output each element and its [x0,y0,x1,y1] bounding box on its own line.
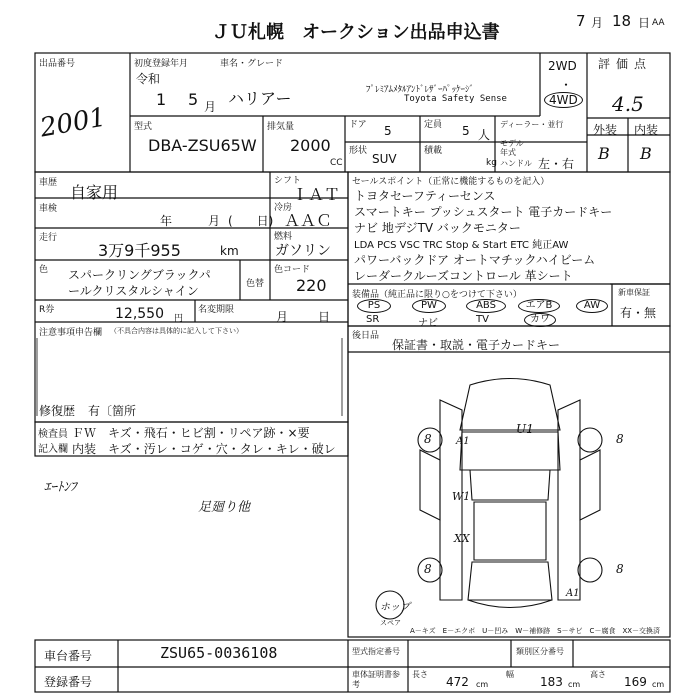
inspector-label-2: 記入欄 [38,444,68,455]
doors-value: 5 [384,124,392,138]
date-day: 18 [612,12,632,30]
selling-point-5: パワーバックドア オートマチックハイビーム [354,253,596,267]
equip-ps: PS [357,299,391,313]
exterior-label: 外装 [593,123,618,137]
spare-label: スペア [380,619,401,627]
mark-rear-right: 8 [616,562,624,576]
deadline-month-unit: 月 [276,310,289,324]
equip-leather: カワ [524,313,556,327]
type-label: 型式 [134,122,153,132]
selling-points-label: セールスポイント（正常に機能するものを記入） [352,177,550,187]
selling-point-4: LDA PCS VSC TRC Stop & Start ETC 純正AW [354,240,569,251]
car-diagram [376,379,602,620]
reg-no-label: 登録番号 [44,675,93,689]
load-label: 積載 [424,146,443,156]
color-code-value: 220 [296,276,327,295]
registration-month-unit: 月 [204,100,217,114]
color-code-label: 色コード [274,265,311,275]
height-label: 高さ [590,670,606,679]
type-value: DBA-ZSU65W [148,136,257,155]
drive-separator: ・ [560,78,573,92]
length-value: 472 [446,675,469,689]
notes-sub: （不具合内容は具体的に記入して下さい） [110,327,243,335]
equip-tv: TV [476,314,489,325]
equip-navi: ナビ [418,318,438,329]
handle-value: 左・右 [538,157,575,171]
registration-year: 1 [156,90,167,109]
registration-label: 初度登録年月 [134,59,189,69]
fuel-value: ガソリン [275,243,331,259]
shape-label: 形状 [349,146,368,156]
shape-value: SUV [372,152,397,166]
mark-u1: U1 [516,422,534,436]
date-month-unit: 月 [591,16,604,30]
chassis-value: ZSU65-0036108 [160,644,278,662]
color-line1: スパークリングブラックパ [68,268,211,282]
color-line2: ールクリスタルシャイン [68,284,199,298]
doors-label: ドア [349,120,367,130]
length-label: 長さ [412,670,428,679]
inspection-year-unit: 年 [160,214,173,228]
mark-xx: XX [454,532,470,545]
color-label: 色 [39,265,49,275]
ac-value: ＡＡＣ [284,211,333,230]
seats-label: 定員 [424,120,443,130]
hand-note-1: ｴｰﾄﾝﾌ [44,480,77,495]
handle-label: ハンドル [500,159,532,168]
ac-label: 冷房 [274,203,293,213]
drive-2wd: 2WD [548,59,577,73]
interior-grade: B [640,144,652,163]
inspector-label-1: 検査員 [38,429,68,440]
repair-label: 修復歴 [39,404,76,418]
equipment-label: 装備品（純正品に限り○をつけて下さい） [352,290,522,300]
mark-a1-left: A1 [456,436,470,447]
repair-value: 有〔箇所 [88,404,137,418]
repaint-label: 色替 [246,279,265,289]
seats-unit: 人 [478,128,491,142]
recycle-unit: 円 [174,314,184,324]
registration-era: 令和 [136,72,161,86]
hand-note-2: 足廻り他 [198,500,251,515]
chassis-label: 車台番号 [44,649,93,663]
inspection-label: 車検 [39,204,58,214]
page-title: ＪＵ札幌 オークション出品申込書 [212,22,500,43]
mileage-label: 走行 [39,233,58,243]
mark-w1: W1 [452,490,471,503]
mark-a1-right: A1 [566,588,580,599]
equip-sr: SR [366,314,380,325]
new-warranty-value: 有・無 [620,306,657,320]
mark-front-left: 8 [424,432,432,446]
exterior-grade: B [598,144,610,163]
inspector-line-1: ＦＷ キズ・飛石・ヒビ割・リペア跡・×要 [72,426,310,440]
equip-aw: AW [576,299,608,313]
extras-value: 保証書・取説・電子カードキー [392,338,561,352]
cc-unit: CC [330,158,343,168]
shift-value: ＩＡＴ [292,185,341,204]
interior-label: 内装 [634,123,659,137]
selling-point-2: スマートキー プッシュスタート 電子カードキー [354,205,613,219]
extras-label: 後日品 [352,331,380,341]
load-unit: kg [486,158,497,168]
date-suffix: AA [652,18,665,28]
mileage-unit: km [220,244,239,258]
cc-value: 2000 [290,136,331,155]
deadline-label: 名変期限 [198,305,235,315]
notes-label: 注意事項申告欄 [39,328,103,338]
drive-4wd-circled: 4WD [544,92,583,108]
diagram-legend: A－キズ E－エクボ U－凹み W－補修跡 S－サビ C－腐食 XX－交換済 [410,627,661,635]
lot-number: 2001 [37,102,109,144]
fuel-label: 燃料 [274,232,293,242]
new-warranty-label: 新車保証 [618,288,650,297]
recycle-label: R券 [39,305,55,315]
inspection-day-unit: ( 日) [228,214,274,228]
class-label: 類別区分番号 [516,647,564,656]
dealer-label: ディーラー・並行 [500,120,564,129]
width-value: 183 [540,675,563,689]
equip-pw: PW [412,299,446,313]
selling-point-1: トヨタセーフティーセンス [354,189,496,203]
cc-label: 排気量 [267,122,295,132]
date-day-unit: 日 [638,16,651,30]
score-value: 4.5 [612,92,644,116]
lot-label: 出品番号 [39,59,76,69]
date-month: 7 [576,12,586,30]
width-label: 幅 [506,670,514,679]
shift-label: シフト [274,176,302,186]
type-cert-label: 型式指定番号 [352,647,400,656]
deadline-day-unit: 日 [318,310,331,324]
ref-label: 車体証明書参考 [352,670,400,689]
history-label: 車歴 [39,178,58,188]
inspector-line-2: 内装 キズ・汚レ・コゲ・穴・タレ・キレ・破レ [72,442,336,456]
mileage-value: 3万9千955 [98,241,181,260]
equip-airbag: エアB [518,299,560,313]
recycle-value: 12,550 [115,306,164,322]
grade-line1: ﾌﾟﾚﾐｱﾑﾒﾀﾙｱﾝﾄﾞﾚｻﾞｰﾊﾟｯｹｰｼﾞ [366,85,475,95]
grade-line2: Toyota Safety Sense [404,94,507,104]
model-name: ハリアー [228,89,292,108]
height-unit: cm [652,680,665,689]
selling-point-6: レーダークルーズコントロール 革シート [354,269,573,283]
mark-front-right: 8 [616,432,624,446]
mark-hop: ホップ [380,602,410,613]
model-label: 車名・グレード [220,59,284,69]
equip-abs: ABS [466,299,506,313]
registration-month: 5 [188,90,199,109]
mark-rear-left: 8 [424,562,432,576]
score-label: 評価点 [598,57,653,71]
seats-value: 5 [462,124,470,138]
history-value: 自家用 [70,183,119,202]
length-unit: cm [476,680,489,689]
height-value: 169 [624,675,647,689]
selling-point-3: ナビ 地デジTV バックモニター [354,221,521,235]
model-year-label: モデル年式 [500,139,524,157]
inspection-month-unit: 月 [208,214,221,228]
width-unit: cm [568,680,581,689]
